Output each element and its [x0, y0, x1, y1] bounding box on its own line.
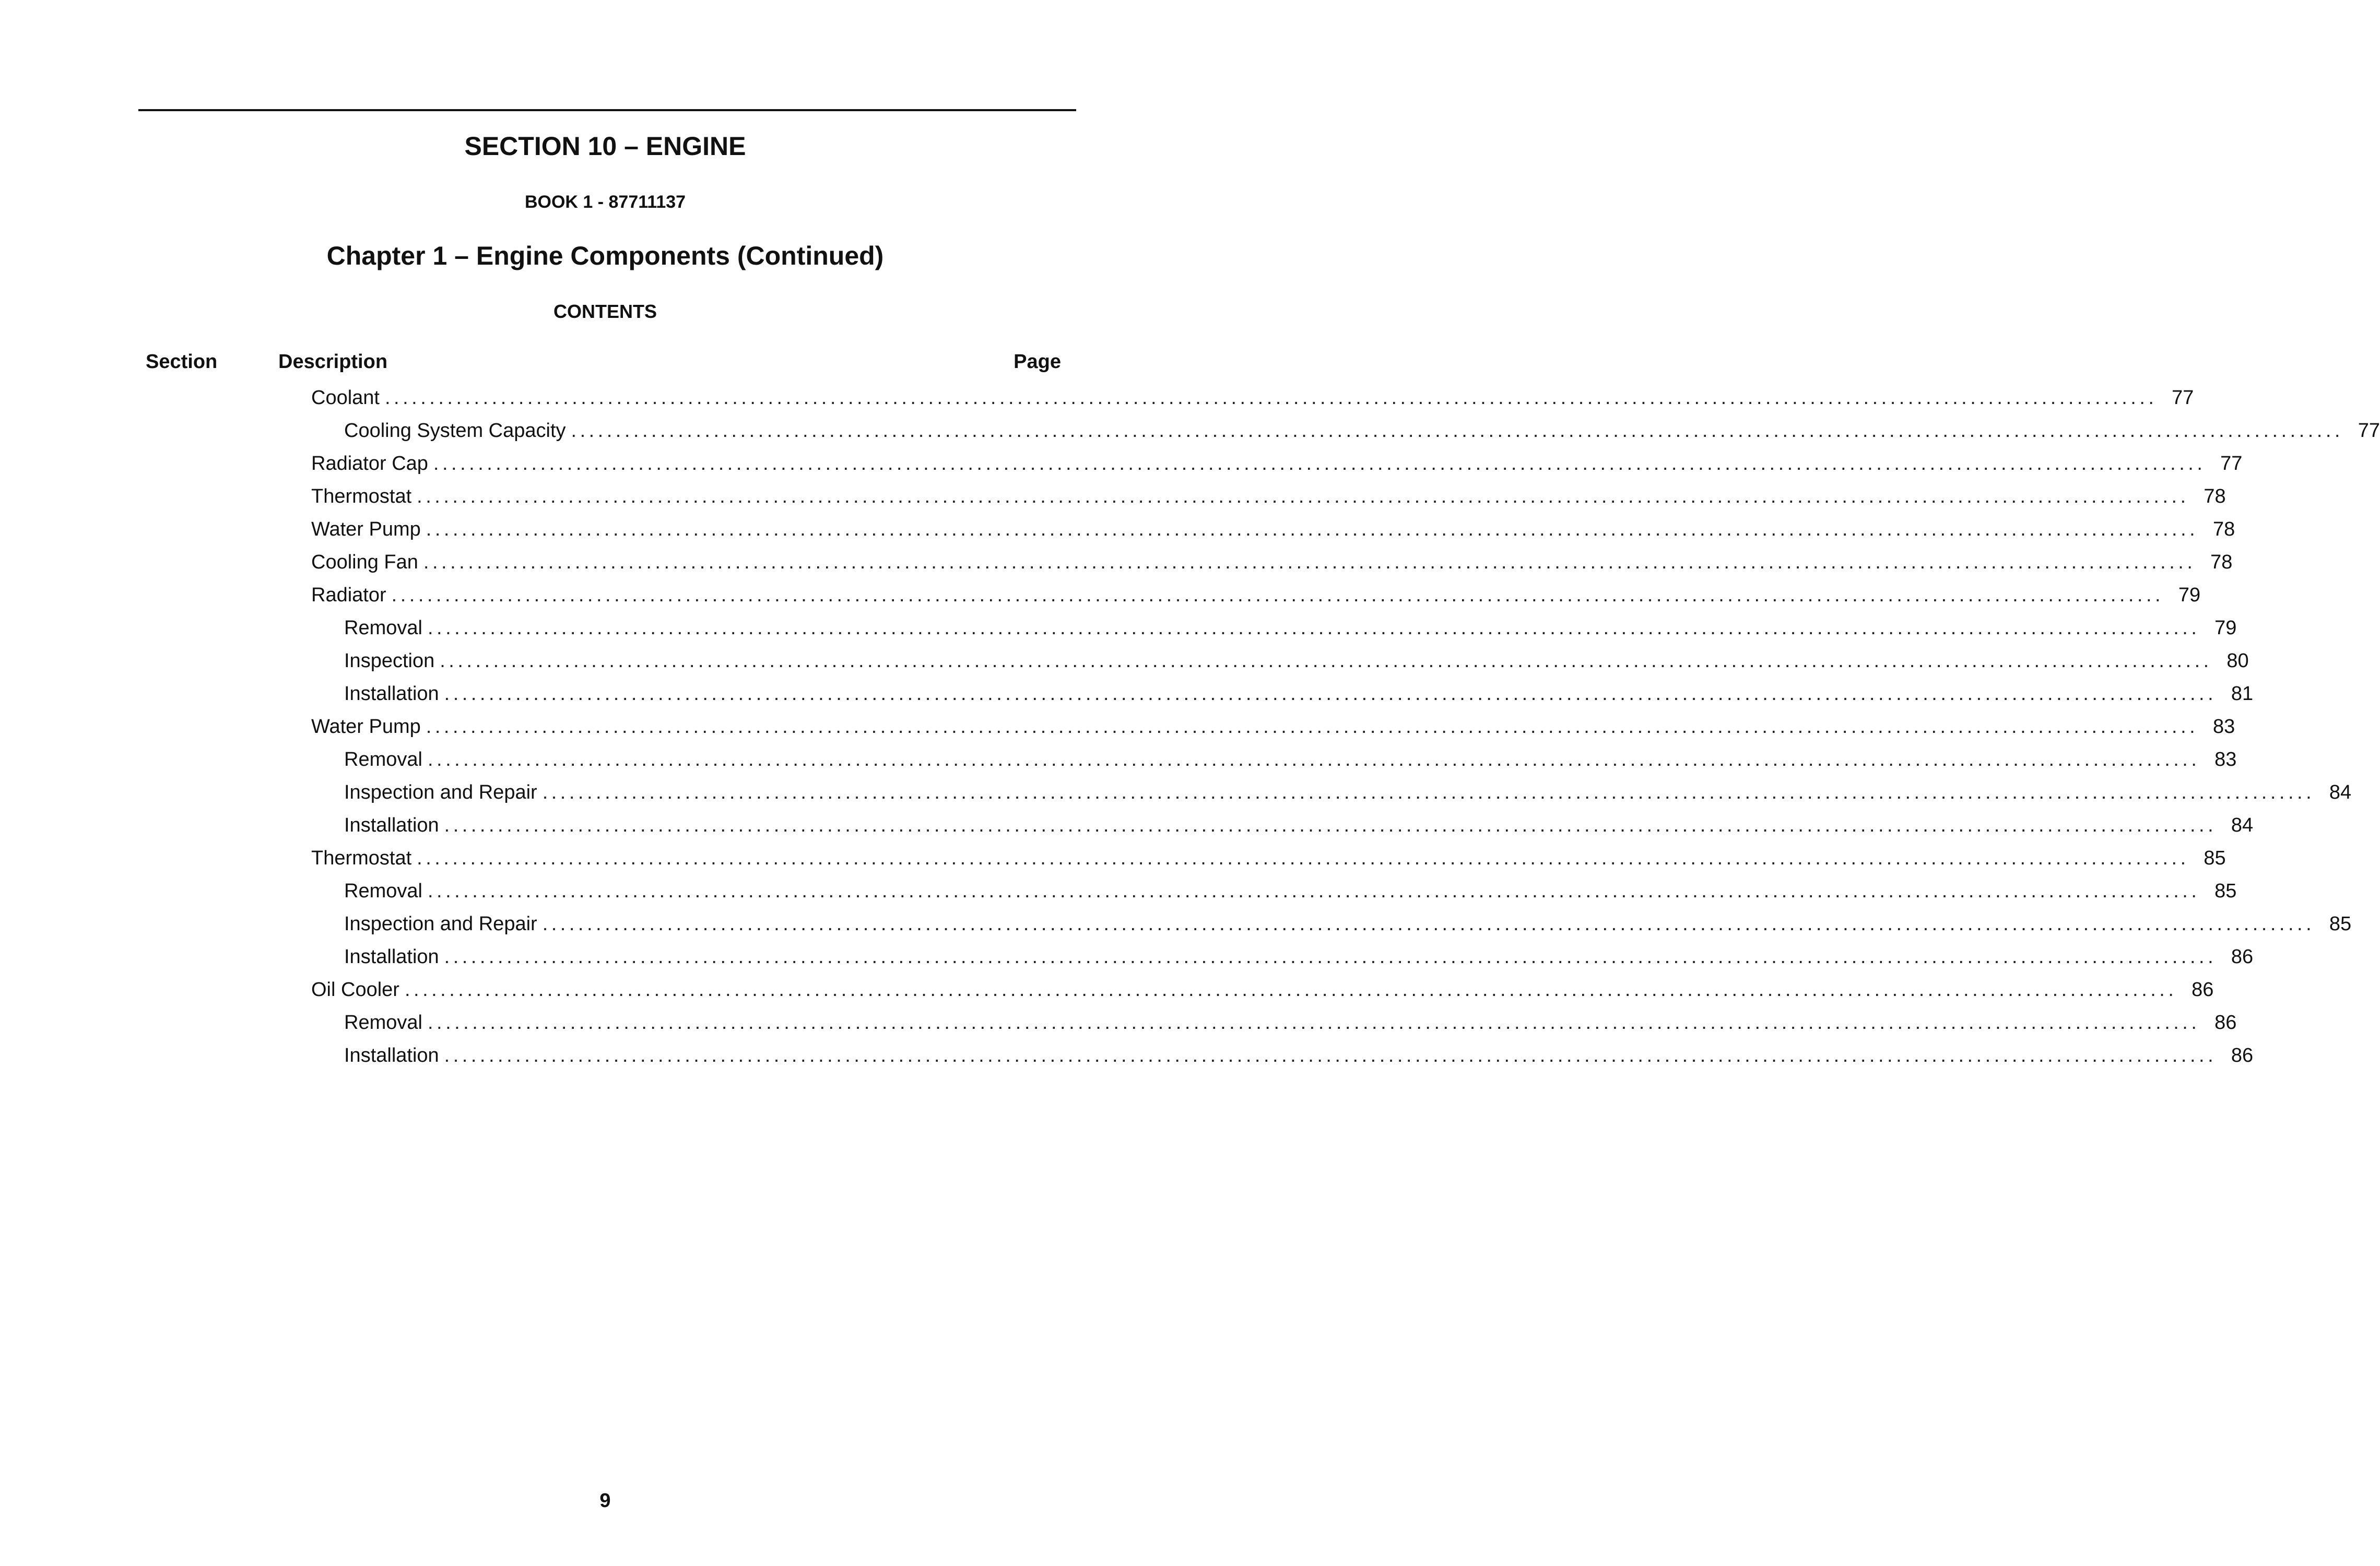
toc-dot-leader: ....................................................................................................................................................................................................... — [427, 617, 2200, 639]
toc-entry-label: Installation — [344, 814, 439, 836]
toc-entry — [344, 875, 2237, 908]
toc-entry-label: Installation — [344, 1045, 439, 1066]
toc-entry-page: 84 — [2329, 781, 2352, 803]
toc-entry — [311, 513, 2235, 546]
toc-entry-label: Installation — [344, 683, 439, 705]
toc-entry — [344, 776, 2352, 809]
toc-dot-leader: ....................................................................................................................................................................................................... — [427, 1012, 2200, 1034]
toc-entry-page: 78 — [2212, 518, 2235, 540]
toc-entry — [344, 678, 2254, 710]
toc-dot-leader: ....................................................................................................................................................................................................... — [417, 485, 2189, 507]
section-title: SECTION 10 – ENGINE — [464, 132, 746, 161]
toc-entry-page: 85 — [2214, 880, 2237, 902]
toc-entry-page: 78 — [2210, 551, 2233, 573]
toc-entry-page: 79 — [2214, 617, 2237, 639]
toc-entry-page: 85 — [2204, 847, 2226, 869]
toc-dot-leader: ....................................................................................................................................................................................................... — [444, 683, 2217, 705]
toc-entry-label: Radiator — [311, 584, 386, 606]
toc-dot-leader: ....................................................................................................................................................................................................... — [427, 880, 2200, 902]
toc-entry — [344, 743, 2237, 776]
toc-entry-label: Coolant — [311, 387, 380, 409]
toc-entry-label: Water Pump — [311, 518, 421, 540]
toc-entry-page: 81 — [2231, 683, 2254, 705]
toc-dot-leader: ....................................................................................................................................................................................................... — [391, 584, 2164, 606]
toc-entry — [311, 447, 2243, 480]
column-header-page: Page — [1014, 351, 1061, 373]
toc-entry — [311, 546, 2233, 579]
book-title: BOOK 1 - 87711137 — [524, 192, 686, 212]
toc-dot-leader: ....................................................................................................................................................................................................... — [542, 781, 2315, 803]
toc-entry-label: Removal — [344, 617, 422, 639]
toc-entry-label: Inspection and Repair — [344, 781, 537, 803]
toc-dot-leader: ....................................................................................................................................................................................................... — [444, 946, 2217, 968]
column-header-description: Description — [278, 351, 388, 373]
toc-entry-page: 83 — [2212, 716, 2235, 738]
toc-entry-page: 78 — [2204, 485, 2226, 507]
toc-entry — [344, 612, 2237, 645]
toc-entry-page: 85 — [2329, 913, 2352, 935]
toc-entry-page: 77 — [2220, 453, 2243, 474]
toc-dot-leader: ....................................................................................................................................................................................................... — [404, 979, 2177, 1001]
toc-entry-page: 86 — [2192, 979, 2214, 1001]
toc-entry — [311, 382, 2194, 414]
toc-entry-label: Removal — [344, 880, 422, 902]
toc-dot-leader: ....................................................................................................................................................................................................... — [417, 847, 2189, 869]
toc-entry — [344, 1006, 2237, 1039]
toc-entry-label: Installation — [344, 946, 439, 968]
toc-entry-label: Cooling System Capacity — [344, 420, 566, 442]
toc-dot-leader: ....................................................................................................................................................................................................... — [571, 420, 2343, 442]
toc-entry — [344, 809, 2254, 842]
toc-entry-label: Thermostat — [311, 485, 412, 507]
toc-dot-leader: ....................................................................................................................................................................................................... — [433, 453, 2206, 474]
toc-entry-label: Water Pump — [311, 716, 421, 738]
chapter-title: Chapter 1 – Engine Components (Continued) — [326, 241, 884, 270]
toc-entry-label: Oil Cooler — [311, 979, 399, 1001]
toc-entry-page: 86 — [2214, 1012, 2237, 1034]
top-rule — [138, 109, 1076, 111]
toc-entry — [311, 974, 2214, 1006]
toc-entry — [311, 710, 2235, 743]
toc-entry — [344, 645, 2249, 678]
toc-entry-page: 86 — [2231, 946, 2254, 968]
toc-entry-page: 86 — [2231, 1045, 2254, 1066]
toc-entry — [344, 941, 2254, 974]
toc-entry-label: Inspection — [344, 650, 435, 672]
toc-dot-leader: ....................................................................................................................................................................................................... — [426, 518, 2199, 540]
toc-dot-leader: ....................................................................................................................................................................................................... — [423, 551, 2196, 573]
toc-dot-leader: ....................................................................................................................................................................................................... — [542, 913, 2315, 935]
toc-dot-leader: ....................................................................................................................................................................................................... — [384, 387, 2158, 409]
toc-dot-leader: ....................................................................................................................................................................................................... — [444, 814, 2217, 836]
toc-entry — [311, 480, 2226, 513]
toc-entry-label: Removal — [344, 1012, 422, 1034]
toc-entry — [344, 1039, 2254, 1072]
toc-entry-label: Cooling Fan — [311, 551, 418, 573]
toc-entry — [311, 579, 2201, 612]
toc-dot-leader: ....................................................................................................................................................................................................... — [427, 749, 2200, 770]
toc-dot-leader: ....................................................................................................................................................................................................... — [440, 650, 2212, 672]
toc-entry-page: 80 — [2226, 650, 2249, 672]
toc-entry — [344, 414, 2380, 447]
toc-entry — [344, 908, 2352, 941]
toc-entry-label: Removal — [344, 749, 422, 770]
toc-entry — [311, 842, 2226, 875]
contents-title: CONTENTS — [553, 301, 657, 322]
toc-entry-label: Thermostat — [311, 847, 412, 869]
toc-entry-page: 79 — [2178, 584, 2201, 606]
toc-dot-leader: ....................................................................................................................................................................................................... — [426, 716, 2199, 738]
toc-dot-leader: ....................................................................................................................................................................................................... — [444, 1045, 2217, 1066]
toc-entry-label: Inspection and Repair — [344, 913, 537, 935]
toc-entry-page: 83 — [2214, 749, 2237, 770]
toc-entry-page: 77 — [2172, 387, 2194, 409]
column-header-section: Section — [146, 351, 218, 373]
toc-entry-page: 77 — [2358, 420, 2380, 442]
page-number: 9 — [599, 1490, 611, 1512]
toc-entry-page: 84 — [2231, 814, 2254, 836]
toc-entry-label: Radiator Cap — [311, 453, 428, 474]
